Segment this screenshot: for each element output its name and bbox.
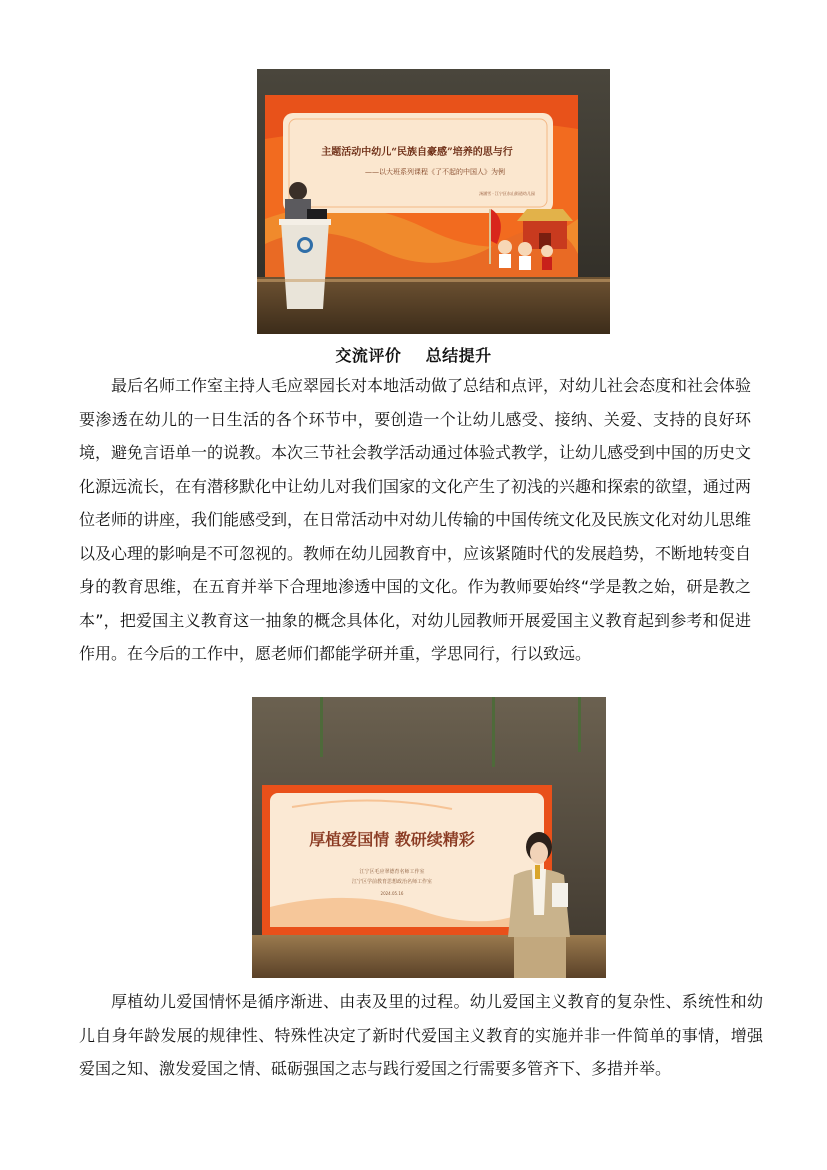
slide-subtitle: ——以大班系列课程《了不起的中国人》为例 <box>365 168 505 176</box>
closing-scene <box>252 697 606 978</box>
summary-paragraph: 最后名师工作室主持人毛应翠园长对本地活动做了总结和点评，对幼儿社会态度和社会体验要渗透在幼儿的一日生活的各个环节中，要创造一个让幼儿感受、接纳、关爱、支持的良好环境，避免言语单一的说教。本次三节社会教学活动通过体验式教学，让幼儿感受到中国的历史文化源远流长，在有潜移默化中让幼儿对我们国家的文化产生了初浅的兴趣和探索的欲望，通过两位老师的讲座，我们能感受到，在日常活动中对幼儿传输的中国传统文化及民族文化对幼儿思维以及心理的影响是不可忽视的。教师在幼儿园教育中，应该紧随时代的发展趋势，不断地转变自身的教育思维，在五育并举下合理地渗透中国的文化。作为教师要始终“学是教之始，研是教之本”，把爱国主义教育这一抽象的概念具体化，对幼儿园教师开展爱国主义教育起到参考和促进作用。在今后的工作中，愿老师们都能学研并重，学思同行，行以致远。 <box>79 376 752 663</box>
slide-date: 2024.05.16 <box>380 891 404 896</box>
lecture-scene <box>257 69 610 334</box>
slide-title: 厚植爱国情 教研续精彩 <box>309 830 475 849</box>
slide-title: 主题活动中幼儿“民族自豪感”培养的思与行 <box>321 147 513 158</box>
slide-credit: 汤涵雪 · 江宁区东山街道幼儿园 <box>479 191 535 196</box>
caption-exchange-summary: 交流评价 总结提升 <box>335 346 492 365</box>
slide-line-2: 江宁区学前教育思想政治名师工作室 <box>351 879 433 885</box>
slide-line-1: 江宁区毛应翠德育名师工作室 <box>359 869 425 875</box>
photo-closing-speaker <box>252 697 606 978</box>
patriotism-paragraph: 厚植幼儿爱国情怀是循序渐进、由表及里的过程。幼儿爱国主义教育的复杂性、系统性和幼儿自身年龄发展的规律性、特殊性决定了新时代爱国主义教育的实施并非一件简单的事情，增强爱国之知、激发爱国之情、砥砺强国之志与践行爱国之行需要多管齐下、多措并举。 <box>79 992 763 1078</box>
photo-lecture-stage <box>257 69 610 334</box>
